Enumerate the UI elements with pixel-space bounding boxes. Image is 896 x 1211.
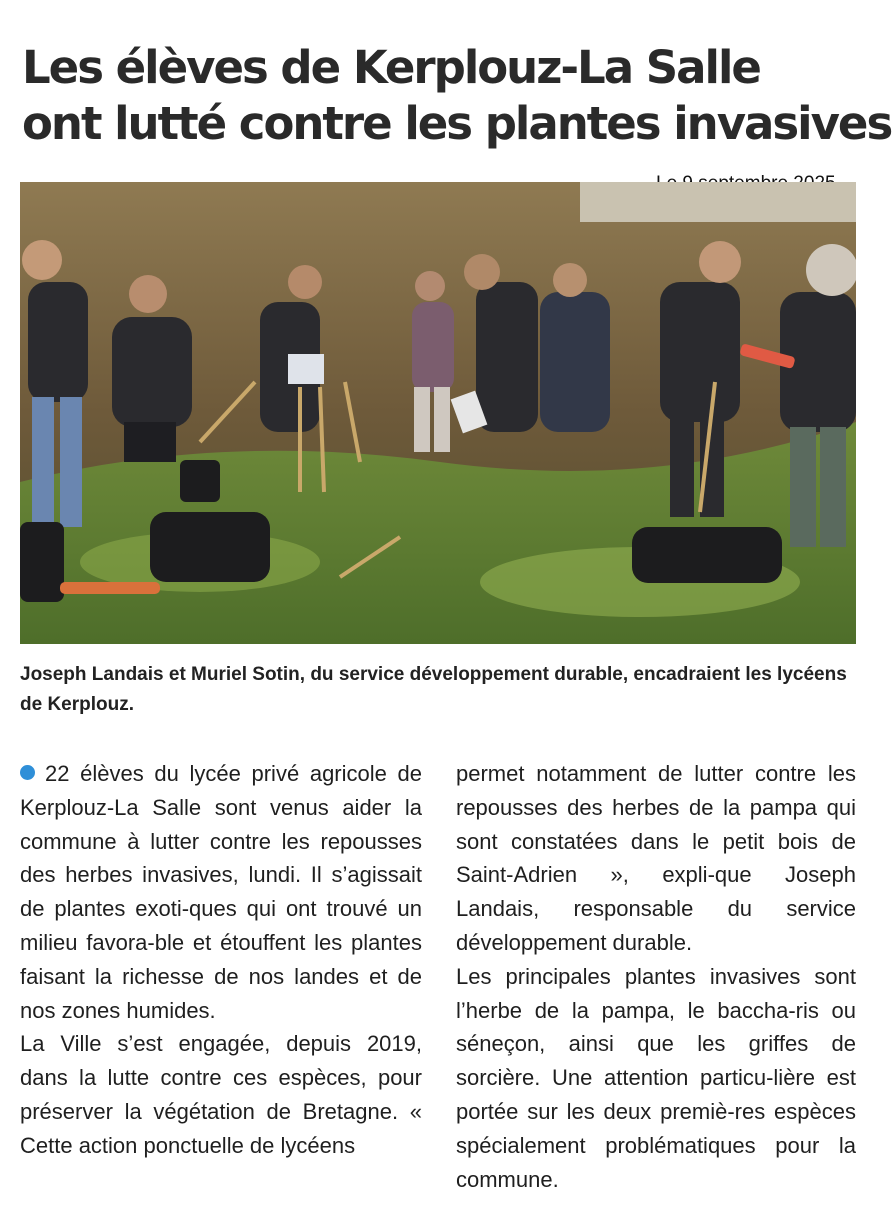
headline-line-1: Les élèves de Kerplouz-La Salle [22, 41, 760, 94]
article-photo [20, 182, 856, 644]
paragraph-species: Les principales plantes invasives sont l’herbe de la pampa, le baccha-ris ou séneçon, ainsi que les griffes de sorcière. Une attention particu-lière est portée sur les deux premiè-res espèces spécialement problématiques pour la commune. [456, 963, 856, 1192]
article-column-right [456, 757, 856, 1196]
photo-caption: Joseph Landais et Muriel Sotin, du service développement durable, encadraient les lycéens de Kerplouz. [20, 664, 847, 715]
paragraph-quote-continued: permet notamment de lutter contre les repousses des herbes de la pampa qui sont constatées dans le petit bois de Saint-Adrien », expli-que Joseph Landais, responsable du service développement durable. [456, 761, 856, 955]
article-column-left [20, 757, 422, 1163]
paragraph-intro-text: 22 élèves du lycée privé agricole de Kerplouz-La Salle sont venus aider la commune à lutter contre les repousses des herbes invasives, lundi. Il s’agissait de plantes exoti-ques qui ont trouvé un milieu favora-ble et étouffent les plantes faisant la richesse de nos landes et de nos zones humides. [20, 761, 422, 1023]
headline [22, 40, 892, 152]
photo-illustration [20, 182, 856, 644]
paragraph-intro [20, 757, 422, 1027]
headline-line-2: ont lutté contre les plantes invasives [22, 97, 892, 150]
paragraph-commitment: La Ville s’est engagée, depuis 2019, dans la lutte contre ces espèces, pour préserver la végétation de Bretagne. « Cette action ponctuelle de lycéens [20, 1031, 422, 1158]
bullet-dot-icon [20, 765, 35, 780]
